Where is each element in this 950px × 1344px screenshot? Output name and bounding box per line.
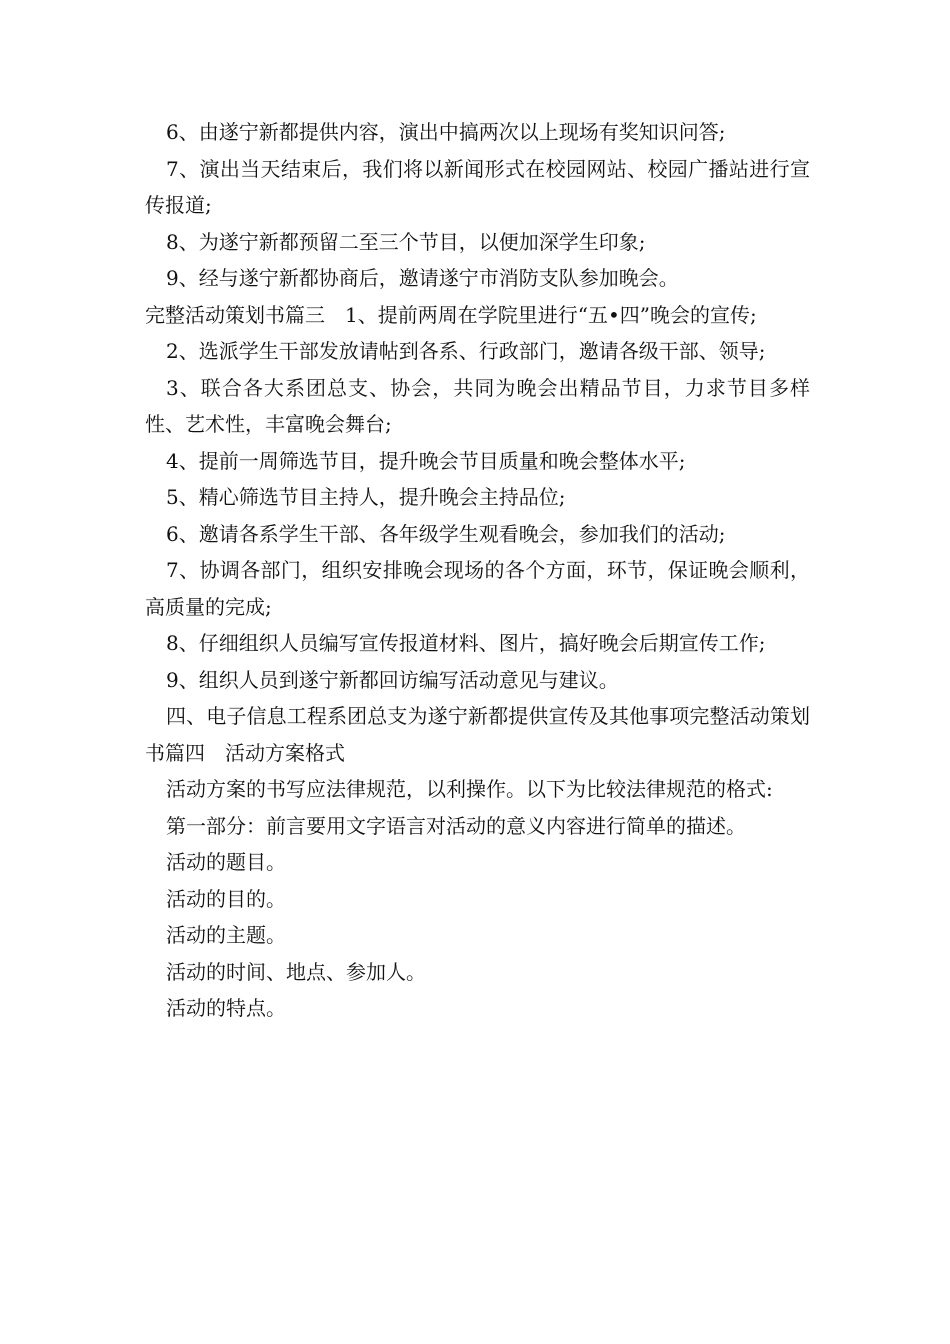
list-item: 活动的目的。 [166,886,286,911]
paragraph: 8、仔细组织人员编写宣传报道材料、图片，搞好晚会后期宣传工作; [166,631,766,655]
document-body [145,114,810,1027]
paragraph: 2、选派学生干部发放请帖到各系、行政部门，邀请各级干部、领导; [166,339,766,363]
list-item: 活动的特点。 [166,996,286,1020]
paragraph: 7、演出当天结束后，我们将以新闻形式在校园网站、校园广播站进行宣传报道; [145,156,810,217]
paragraph: 3、联合各大系团总支、协会，共同为晚会出精品节目，力求节目多样性、艺术性，丰富晚会舞台; [145,375,810,436]
paragraph: 活动方案的书写应法律规范，以利操作。以下为比较法律规范的格式: [166,777,773,801]
paragraph: 5、精心筛选节目主持人，提升晚会主持品位; [166,485,566,509]
paragraph: 6、由遂宁新都提供内容，演出中搞两次以上现场有奖知识问答; [166,120,726,144]
paragraph: 6、邀请各系学生干部、各年级学生观看晚会，参加我们的活动; [166,521,726,546]
paragraph: 第一部分：前言要用文字语言对活动的意义内容进行简单的描述。 [166,813,746,838]
paragraph: 9、组织人员到遂宁新都回访编写活动意见与建议。 [166,667,619,692]
paragraph: 9、经与遂宁新都协商后，邀请遂宁市消防支队参加晚会。 [166,266,679,290]
paragraph: 7、协调各部门，组织安排晚会现场的各个方面，环节，保证晚会顺利，高质量的完成; [145,558,810,619]
section-heading-paragraph: 四、电子信息工程系团总支为遂宁新都提供宣传及其他事项完整活动策划书篇四 活动方案格式 [145,704,810,765]
list-item: 活动的时间、地点、参加人。 [166,959,426,984]
list-item: 活动的题目。 [166,850,286,874]
section-heading-paragraph: 完整活动策划书篇三 1、提前两周在学院里进行“五•四”晚会的宣传; [145,302,757,327]
paragraph: 8、为遂宁新都预留二至三个节目，以便加深学生印象; [166,229,646,254]
paragraph: 4、提前一周筛选节目，提升晚会节目质量和晚会整体水平; [166,448,686,473]
list-item: 活动的主题。 [166,923,286,947]
